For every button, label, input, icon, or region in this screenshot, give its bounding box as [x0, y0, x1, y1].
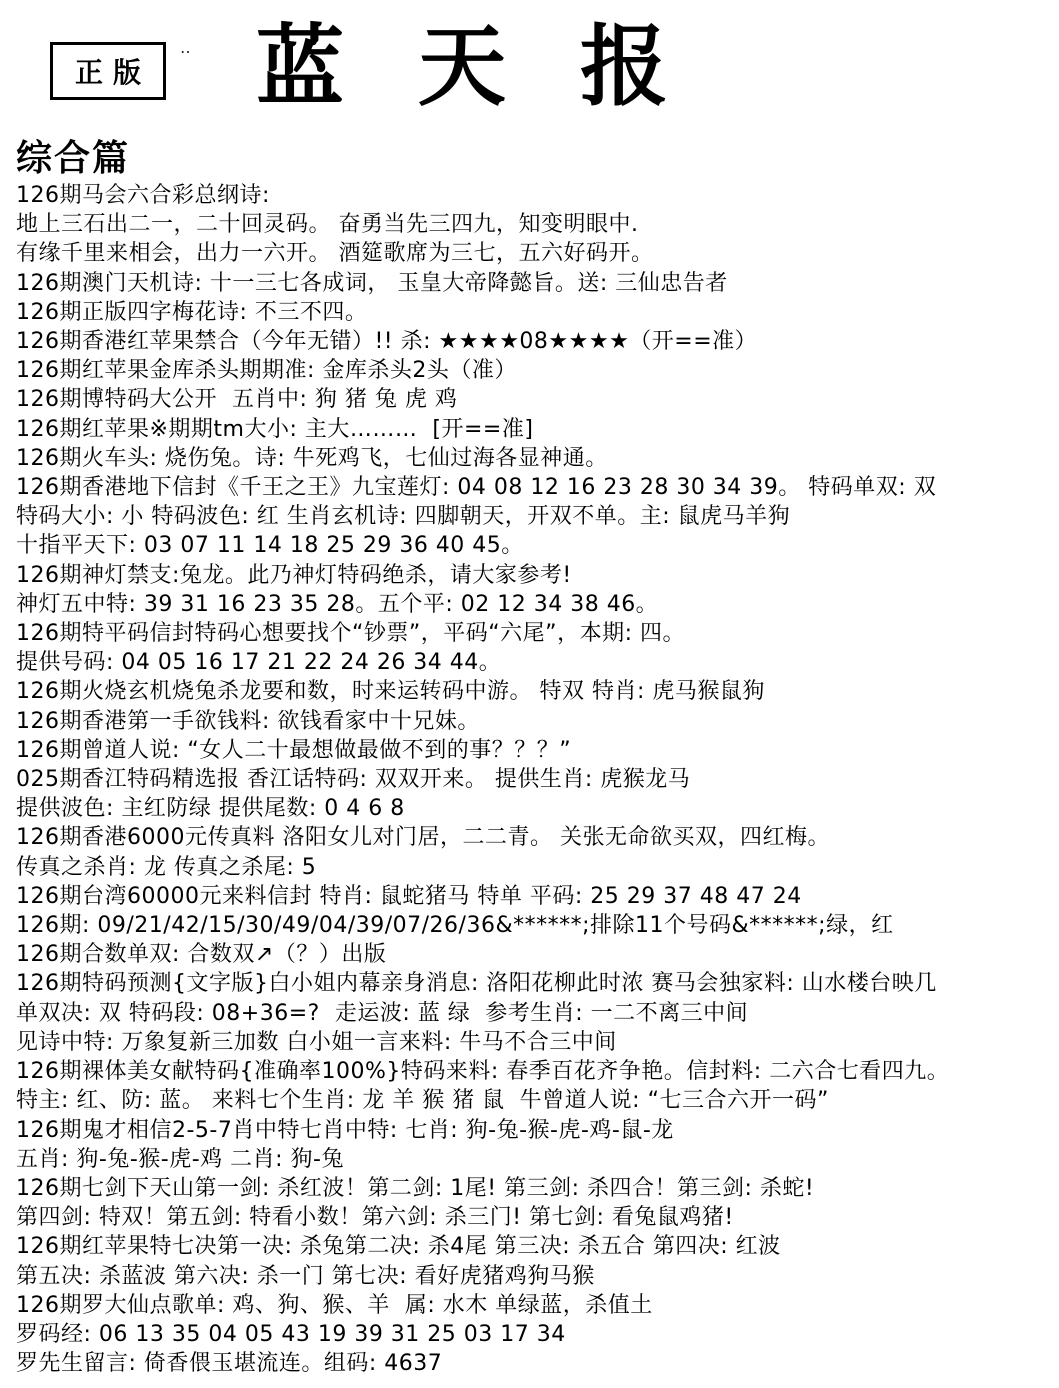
text-line: 126期裸体美女献特码{准确率100%}特码来料: 春季百花齐争艳。信封料: 二六合七看四九。: [16, 1059, 950, 1085]
text-line: 罗码经: 06 13 35 04 05 43 19 39 31 25 03 17 34: [16, 1321, 566, 1347]
text-line: 126期火烧玄机烧兔杀龙要和数，时来运转码中游。 特双 特肖: 虎马猴鼠狗: [16, 679, 765, 705]
text-line: 见诗中特: 万象复新三加数 白小姐一言来料: 牛马不合三中间: [16, 1029, 617, 1055]
text-line: 126期马会六合彩总纲诗:: [16, 183, 270, 208]
text-line: 126期曾道人说: “女人二十最想做最做不到的事？？？”: [16, 737, 572, 763]
paper-title: 蓝天报: [256, 14, 743, 118]
text-line: 126期神灯禁支:兔龙。此乃神灯特码绝杀，请大家参考!: [16, 562, 572, 588]
text-line: 126期博特码大公开 五肖中: 狗 猪 兔 虎 鸡: [16, 387, 458, 413]
text-line: 有缘千里来相会，出力一六开。 酒筵歌席为三七，五六好码开。: [16, 241, 654, 267]
text-line: 五肖: 狗-兔-猴-虎-鸡 二肖: 狗-兔: [16, 1146, 344, 1172]
text-line: 神灯五中特: 39 31 16 23 35 28。五个平: 02 12 34 38 46。: [16, 591, 659, 617]
text-line: 提供波色: 主红防绿 提供尾数: 0 4 6 8: [16, 796, 405, 822]
text-line: 126期特平码信封特码心想要找个“钞票”，平码“六尾”，本期: 四。: [16, 621, 685, 647]
section-title: 综合篇: [16, 138, 131, 179]
text-line: 126期七剑下天山第一剑: 杀红波！第二剑: 1尾! 第三剑: 杀四合！第三剑: 杀蛇!: [16, 1175, 815, 1201]
text-line: 126期红苹果金库杀头期期准: 金库杀头2头（准）: [16, 358, 517, 384]
text-line: 罗先生留言: 倚香偎玉堪流连。组码: 4637: [16, 1351, 443, 1377]
text-line: 126期鬼才相信2-5-7肖中特七肖中特: 七肖: 狗-兔-猴-虎-鸡-鼠-龙: [16, 1117, 674, 1143]
content-lines: [16, 181, 1055, 1378]
text-line: 126期正版四字梅花诗: 不三不四。: [16, 299, 368, 325]
text-line: 126期台湾60000元来料信封 特肖: 鼠蛇猪马 特单 平码: 25 29 37 48 47 24: [16, 883, 802, 909]
text-line: 特码大小: 小 特码波色: 红 生肖玄机诗: 四脚朝天，开双不单。主: 鼠虎马羊狗: [16, 504, 791, 530]
text-line: 126期火车头: 烧伤兔。诗: 牛死鸡飞，七仙过海各显神通。: [16, 445, 608, 471]
authentic-badge-label: 正版: [74, 56, 151, 89]
text-line: 十指平天下: 03 07 11 14 18 25 29 36 40 45。: [16, 533, 524, 559]
text-line: 126期香港红苹果禁合（今年无错）!! 杀: ★★★★08★★★★（开==准）: [16, 329, 758, 355]
text-line: 单双决: 双 特码段: 08+36=? 走运波: 蓝 绿 参考生肖: 一二不离三中间: [16, 1000, 749, 1026]
text-line: 第五决: 杀蓝波 第六决: 杀一门 第七决: 看好虎猪鸡狗马猴: [16, 1263, 595, 1289]
text-line: 126期香港地下信封《千王之王》九宝莲灯: 04 08 12 16 23 28 30 34 39。 特码单双: 双: [16, 475, 937, 501]
text-line: 126期特码预测{文字版}白小姐内幕亲身消息: 洛阳花柳此时浓 赛马会独家料: 山水楼台映几: [16, 971, 937, 997]
text-line: 特主: 红、防: 蓝。 来料七个生肖: 龙 羊 猴 猪 鼠 牛曾道人说: “七三合六开一码”: [16, 1088, 829, 1114]
text-line: 126期红苹果特七决第一决: 杀兔第二决: 杀4尾 第三决: 杀五合 第四决: 红波: [16, 1234, 781, 1260]
text-line: 126期红苹果※期期tm大小: 主大……… [开==准]: [16, 416, 534, 442]
text-line: 025期香江特码精选报 香江话特码: 双双开来。 提供生肖: 虎猴龙马: [16, 767, 691, 793]
masthead-dots-decoration: ‥: [180, 38, 194, 57]
text-line: 126期澳门天机诗: 十一三七各成词， 玉皇大帝降懿旨。送: 三仙忠告者: [16, 270, 728, 296]
text-line: 传真之杀肖: 龙 传真之杀尾: 5: [16, 854, 317, 880]
text-line: 126期香港6000元传真料 洛阳女儿对门居，二二青。 关张无命欲买双，四红梅。: [16, 825, 830, 851]
text-line: 126期合数单双: 合数双↗（？）出版: [16, 942, 387, 968]
text-line: 地上三石出二一，二十回灵码。 奋勇当先三四九，知变明眼中.: [16, 212, 639, 238]
text-line: 126期罗大仙点歌单: 鸡、狗、猴、羊 属: 水木 单绿蓝，杀值土: [16, 1292, 653, 1318]
masthead: [0, 0, 1059, 180]
text-line: 126期香港第一手欲钱料: 欲钱看家中十兄妹。: [16, 708, 480, 734]
text-line: 提供号码: 04 05 16 17 21 22 24 26 34 44。: [16, 650, 502, 676]
text-line: 第四剑: 特双！第五剑: 特看小数！第六剑: 杀三门! 第七剑: 看兔鼠鸡猪!: [16, 1205, 734, 1231]
text-line: 126期: 09/21/42/15/30/49/04/39/07/26/36&******;排除11个号码&******;绿，红: [16, 913, 894, 939]
authentic-badge: [50, 42, 166, 100]
